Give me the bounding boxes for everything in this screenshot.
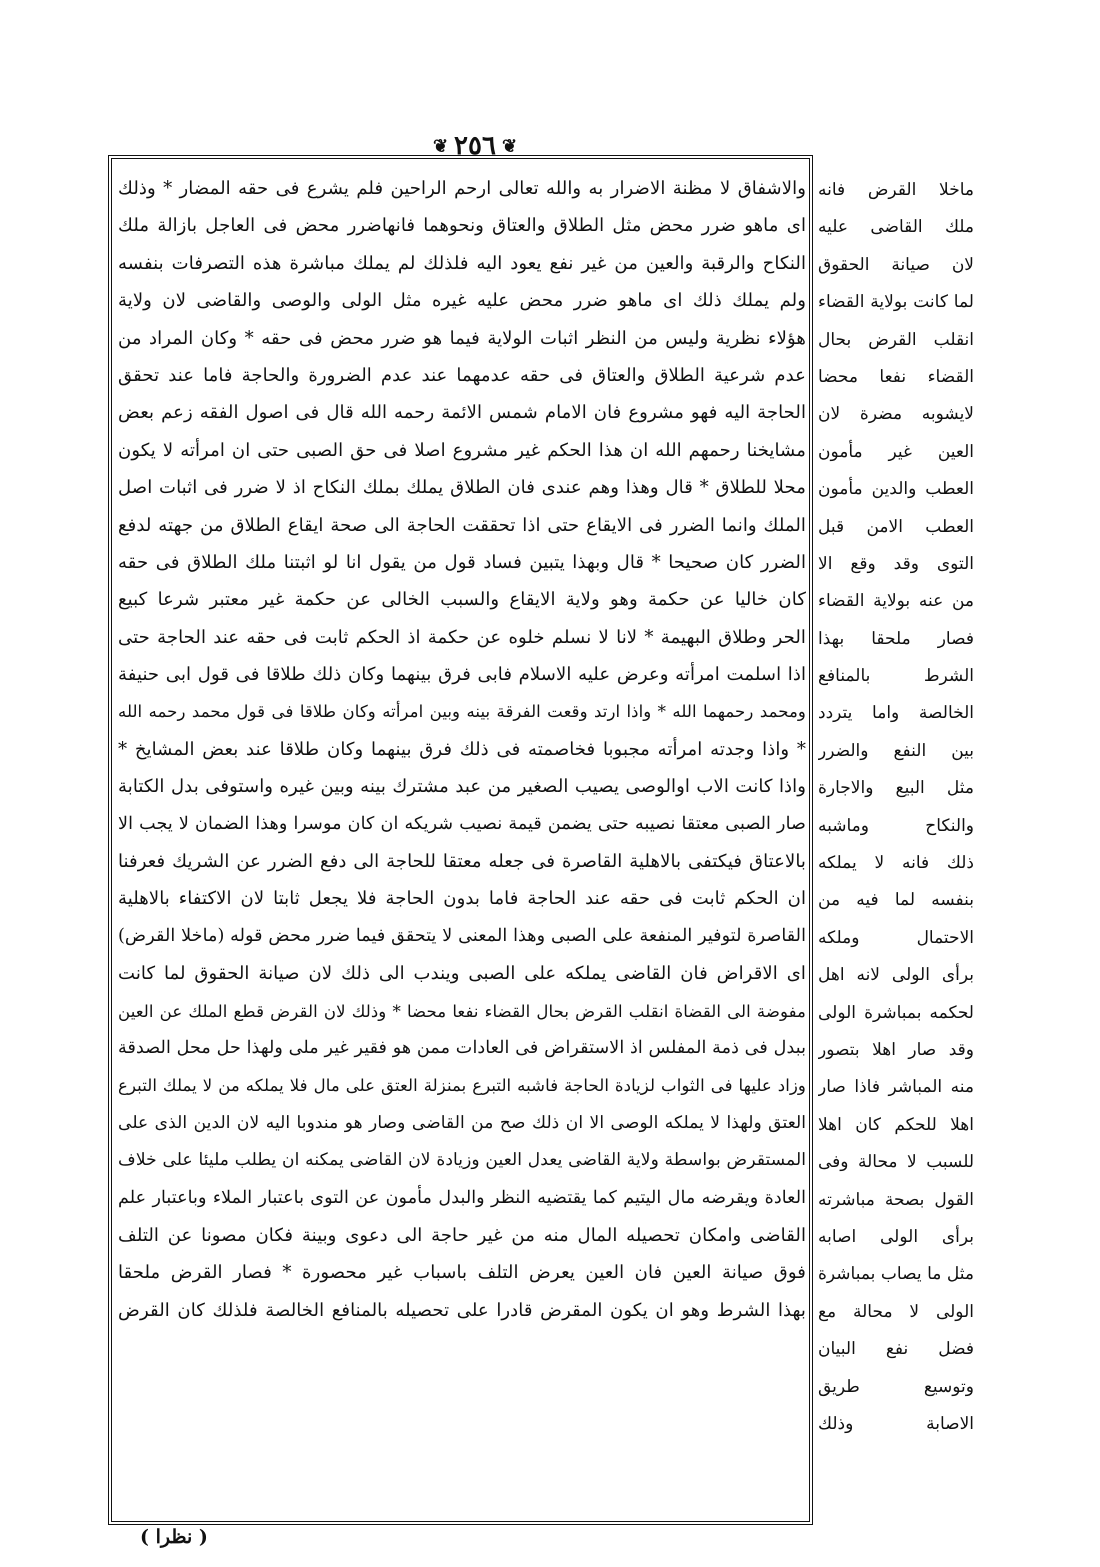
margin-text-line: بنفسه لما فيه من <box>818 890 974 911</box>
main-text-line: فوق صيانة العين فان العين يعرض التلف باسباب غير محصورة * فصار القرض ملحقا <box>118 1262 806 1284</box>
margin-text-line: فضل نفع البيان <box>818 1339 974 1360</box>
main-text-line: محلا للطلاق * قال وهذا وهم عندى فان الطلاق يملك بملك النكاح اذ لا ضرر فى اثبات اصل <box>118 477 806 499</box>
main-text-line: كان خاليا عن حكمة وهو ولاية الايقاع والسبب الخالى عن حكمة غير معتبر شرعا كبيع <box>118 589 806 611</box>
main-text-line: وزاد عليها فى الثواب لزيادة الحاجة فاشبه التبرع بمنزلة العتق على مال فلا يملكه من لا يملك التبرع <box>118 1075 806 1096</box>
margin-text-line: من عنه بولاية القضاء <box>818 591 974 612</box>
main-text-line: النكاح والرقبة والعين من غير نفع يعود اليه فلذلك لم يملك مباشرة هذه التصرفات بنفسه <box>118 252 806 274</box>
margin-text-line: الخالصة واما يتردد <box>818 703 974 724</box>
margin-text-line: ماخلا القرض فانه <box>818 180 974 200</box>
main-text-line: بالاعتاق فيكتفى بالاهلية القاصرة فى جعله معتقا للحاجة الى دفع الضرر عن الشريك فعرفنا <box>118 851 806 873</box>
main-text-line: ببدل فى ذمة المفلس اذ الاستقراض فى العادات ممن هو فقير غير ملى ولهذا حل محل الصدقة <box>118 1037 806 1058</box>
margin-text-line: القول بصحة مباشرته <box>818 1189 974 1210</box>
main-text-line: ومحمد رحمهما الله * واذا ارتد وقعت الفرقة بينه وبين امرأته وكان طلاقا فى قول محمد رحمه الله <box>118 701 806 722</box>
margin-commentary <box>818 172 974 1544</box>
margin-text-line: الولى لا محالة مع <box>818 1301 974 1322</box>
margin-text-line: اهلا للحكم كان اهلا <box>818 1114 974 1135</box>
margin-text-line: مثل ما يصاب بمباشرة <box>818 1264 974 1285</box>
ornament-right-icon: ❦ <box>501 135 518 157</box>
main-text-line: القاصرة لتوفير المنفعة على الصبى وهذا المعنى لا يتحقق فيما ضرر محض قوله (ماخلا القرض) <box>118 925 806 946</box>
margin-text-line: ملك القاضى عليه <box>818 217 974 238</box>
margin-text-line: التوى وقد وقع الا <box>818 553 974 574</box>
ornament-left-icon: ❦ <box>432 135 449 157</box>
main-text-line: القاضى وامكان تحصيله المال منه من غير حاجة الى دعوى وبينة فكان مصونا عن التلف <box>118 1224 806 1246</box>
main-text-line: اى ماهو ضرر محض مثل الطلاق والعتاق ونحوهما فانهاضرر محض فى العاجل بازالة ملك <box>118 215 806 237</box>
main-text-line: مفوضة الى القضاة انقلب القرض بحال القضاء نفعا محضا * وذلك لان القرض قطع الملك عن العين <box>118 1000 806 1021</box>
margin-text-line: الاصابة وذلك <box>818 1413 974 1434</box>
margin-text-line: والنكاح وماشبه <box>818 815 974 836</box>
margin-text-line: ذلك فانه لا يملكه <box>818 853 974 874</box>
margin-text-line: وتوسيع طريق <box>818 1376 974 1397</box>
margin-text-line: انقلب القرض بحال <box>818 329 974 350</box>
margin-text-line: لما كانت بولاية القضاء <box>818 292 974 313</box>
margin-text-line: العين غير مأمون <box>818 441 974 462</box>
margin-text-line: فصار ملحقا بهذا <box>818 628 974 649</box>
main-text-line: عدم شرعية الطلاق والعتاق فى حقه عدمهما عند عدم الضرورة والحاجة فاما عند تحقق <box>118 364 806 386</box>
main-text-line: اى الاقراض فان القاضى يملكه على الصبى ويندب الى ذلك لان صيانة الحقوق لما كانت <box>118 963 806 985</box>
margin-text-line: العطب والدين مأمون <box>818 479 974 500</box>
main-text-line: المستقرض بواسطة ولاية القاضى يعدل العين وزيادة لان القاضى يمكنه ان يطلب مليئا على خلاف <box>118 1150 806 1171</box>
margin-text-line: الشرط بالمنافع <box>818 666 974 687</box>
main-text-line: الملك وانما الضرر فى الايقاع حتى اذا تحققت الحاجة الى صحة ايقاع الطلاق من جهته لدفع <box>118 514 806 536</box>
main-text-line: الحر وطلاق البهيمة * لانا لا نسلم خلوه عن حكمة اذ الحكم ثابت فى حقه عند الحاجة حتى <box>118 626 806 648</box>
main-text-line: والاشفاق لا مظنة الاضرار به والله تعالى ارحم الراحين فلم يشرع فى حقه المضار * وذلك <box>118 178 806 199</box>
main-text-line: مشايخنا رحمهم الله ان هذا الحكم غير مشروع اصلا فى حق الصبى حتى ان امرأته لا يكون <box>118 439 806 461</box>
margin-text-line: الاحتمال وملكه <box>818 927 974 948</box>
catchword: ( نظرا ) <box>140 1526 208 1548</box>
main-text-line: بهذا الشرط وهو ان يكون المقرض قادرا على تحصيله بالمنافع الخالصة فلذلك كان القرض <box>118 1299 806 1321</box>
margin-text-line: لايشوبه مضرة لان <box>818 404 974 425</box>
margin-text-line: بين النفع والضرر <box>818 740 974 761</box>
main-text-line: الحاجة اليه فهو مشروع فان الامام شمس الائمة رحمه الله قال فى اصول الفقه زعم بعض <box>118 402 806 424</box>
margin-text-line: لان صيانة الحقوق <box>818 254 974 275</box>
main-text-line: صار الصبى معتقا نصيبه حتى يضمن قيمة نصيب شريكه ان كان موسرا وهذا الضمان لا يجب الا <box>118 813 806 834</box>
margin-text-line: منه المباشر فاذا صار <box>818 1077 974 1098</box>
margin-text-line: لحكمه بمباشرة الولى <box>818 1002 974 1023</box>
main-text-line: الضرر كان صحيحا * قال وبهذا يتبين فساد قول من يقول انا لو اثبتنا ملك الطلاق فى حقه <box>118 551 806 573</box>
main-text-line: هؤلاء نظرية وليس من النظر اثبات الولاية فيما هو ضرر محض فى حقه * وكان المراد من <box>118 327 806 349</box>
margin-text-line: برأى الولى لانه اهل <box>818 965 974 986</box>
main-text-line: ولم يملك ذلك اى ماهو ضرر محض عليه غيره مثل الولى والوصى والقاضى لان ولاية <box>118 290 806 312</box>
main-text-line: العتق ولهذا لا يملكه الوصى الا ان ذلك صح من القاضى وصار هو مندوبا اليه لان الدين الذى على <box>118 1112 806 1133</box>
main-text-line: اذا اسلمت امرأته وعرض عليه الاسلام فابى فرق بينهما وكان ذلك طلاقا فى قول ابى حنيفة <box>118 664 806 686</box>
main-text-line: العادة ويقرضه مال اليتيم كما يقتضيه النظر والبدل مأمون عن التوى باعتبار الملاء وباعتبار علم <box>118 1187 806 1208</box>
main-text-line: ان الحكم ثابت فى حقه عند الحاجة فاما بدون الحاجة فلا يجعل ثابتا لان الاكتفاء بالاهلية <box>118 888 806 910</box>
margin-text-line: وقد صار اهلا بتصور <box>818 1039 974 1060</box>
margin-text-line: برأى الولى اصابه <box>818 1226 974 1247</box>
page-number-value: ٢٥٦ <box>454 131 496 161</box>
margin-text-line: للسبب لا محالة وفى <box>818 1152 974 1173</box>
main-text-line: * واذا وجدته امرأته مجبوبا فخاصمته فى ذلك فرق بينهما وكان طلاقا عند بعض المشايخ * <box>118 738 806 760</box>
main-text-block <box>118 170 806 1515</box>
margin-text-line: مثل البيع والاجارة <box>818 778 974 799</box>
main-text-line: واذا كانت الاب اوالوصى يصيب الصغير من عبد مشترك بينه وبين غيره واستوفى بدل الكتابة <box>118 776 806 798</box>
margin-text-line: القضاء نفعا محضا <box>818 366 974 387</box>
margin-text-line: العطب الامن قبل <box>818 516 974 537</box>
